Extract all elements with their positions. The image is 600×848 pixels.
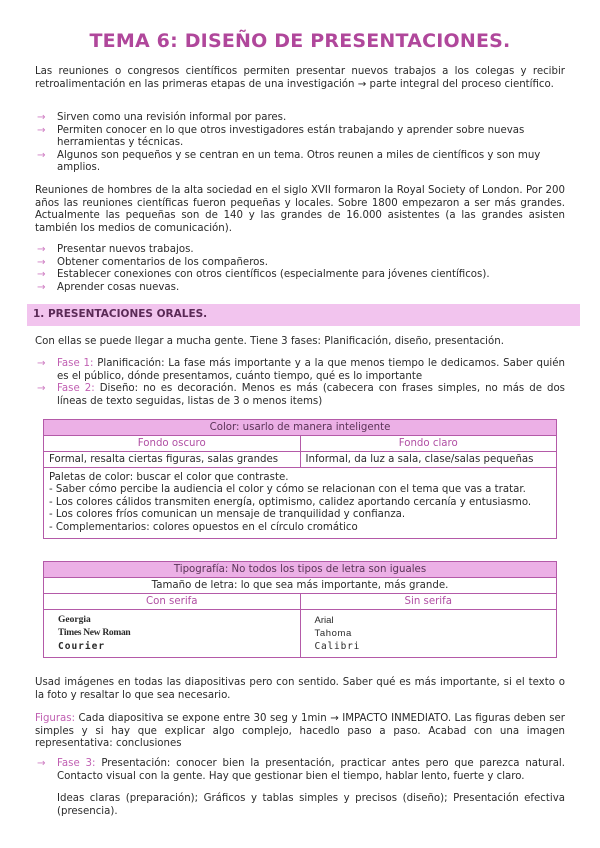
- light-background-header: Fondo claro: [300, 436, 557, 452]
- arrow-icon: →: [37, 758, 46, 769]
- list-item: - Saber cómo percibe la audiencia el color y cómo se relacionan con el tema que vas a tratar.: [49, 484, 526, 496]
- section-heading-bar: [27, 304, 580, 326]
- bullet-list-purposes: [35, 244, 565, 294]
- phase-3-label: Fase 3:: [57, 758, 96, 769]
- images-paragraph: Usad imágenes en todas las diapositivas pero con sentido. Saber qué es más importante, si el texto o la foto y resaltar lo que sea necesario.: [35, 677, 565, 701]
- palette-cell: [44, 468, 557, 539]
- arrow-icon: →: [37, 383, 46, 395]
- section-heading: 1. PRESENTACIONES ORALES.: [33, 308, 208, 320]
- arrow-icon: →: [37, 256, 46, 268]
- phase-3-text: Presentación: conocer bien la presentación, practicar antes pero que parezca natural. Contacto visual con la gente. Hay que gestionar bien el tiempo, hablar lento, fuerte y claro.: [57, 758, 566, 782]
- dark-background-header: Fondo oscuro: [44, 436, 301, 452]
- phase-1-item: [35, 358, 565, 383]
- phase-3-list: [35, 758, 565, 783]
- color-table-header: Color: usarlo de manera inteligente: [44, 420, 557, 436]
- font-size-row: Tamaño de letra: lo que sea más importante, más grande.: [44, 578, 557, 594]
- figures-label: Figuras:: [35, 713, 76, 724]
- sans-serif-header: Sin serifa: [300, 594, 557, 610]
- list-item: → Algunos son pequeños y se centran en un tema. Otros reunen a miles de científicos y son muy amplios.: [37, 149, 541, 174]
- list-item: → Presentar nuevos trabajos.: [37, 244, 194, 255]
- phase-2-text: Diseño: no es decoración. Menos es más (cabecera con frases simples, no más de dos líneas de texto seguidas, listas de 3 o menos items): [57, 383, 565, 407]
- list-item: - Los colores fríos comunican un mensaje de tranquilidad y confianza.: [49, 509, 406, 521]
- font-sample-courier: Courier: [58, 641, 106, 652]
- arrow-icon: →: [37, 281, 46, 293]
- serif-fonts-cell: [44, 610, 301, 658]
- list-item: → Aprender cosas nuevas.: [37, 281, 180, 293]
- intro-paragraph: Las reuniones o congresos científicos permiten presentar nuevos trabajos a los colegas y recibir retroalimentación en las primeras etapas de una investigación → parte integral del proceso científico.: [35, 66, 565, 90]
- typography-table: [43, 561, 557, 658]
- font-sample-calibri: Calibri: [314, 641, 361, 652]
- list-item: → Sirven como una revisión informal por pares.: [37, 112, 287, 123]
- phase-1-text: Planificación: La fase más importante y a la que menos tiempo le dedicamos. Saber quién es el público, dónde presentamos, cuánto tiempo, qué es lo importante: [57, 358, 565, 382]
- list-item: - Los colores cálidos transmiten energía, optimismo, calidez aportando cercanía y entusiasmo.: [49, 496, 532, 508]
- arrow-icon: →: [37, 244, 46, 255]
- font-sample-times: Times New Roman: [58, 628, 131, 638]
- arrow-icon: →: [37, 269, 46, 281]
- figures-paragraph: [35, 713, 565, 751]
- bullet-list-meetings: [35, 112, 565, 175]
- arrow-icon: →: [37, 124, 46, 136]
- arrow-icon: →: [37, 358, 46, 369]
- serif-header: Con serifa: [44, 594, 301, 610]
- palette-title: Paletas de color: buscar el color que contraste.: [49, 472, 289, 483]
- figures-text: Cada diapositiva se expone entre 30 seg y 1min → IMPACTO INMEDIATO. Las figuras deben ser simples y si hay que explicar algo complejo, hacedlo paso a paso. Acabad con una imagen representativa: conclusiones: [35, 713, 565, 750]
- phase-list: [35, 358, 565, 408]
- light-background-cell: Informal, da luz a sala, clase/salas pequeñas: [300, 452, 557, 468]
- font-sample-tahoma: Tahoma: [314, 628, 352, 639]
- list-item: → Obtener comentarios de los compañeros.: [37, 256, 268, 268]
- phase-3-item: [35, 758, 565, 783]
- phase-1-label: Fase 1:: [57, 358, 94, 369]
- list-item: → Establecer conexiones con otros científicos (especialmente para jóvenes científicos).: [37, 269, 490, 281]
- font-sample-georgia: Georgia: [58, 615, 91, 625]
- history-paragraph: Reuniones de hombres de la alta sociedad en el siglo XVII formaron la Royal Society of London. Por 200 años las reuniones científicas fueron pequeñas y locales. Sobre 1800 empezaron a ser más grandes. Actualmente las pequeñas son de 140 y las grandes de 16.000 asistentes (a las grandes asisten también los medios de comunicación).: [35, 185, 565, 234]
- phase-2-label: Fase 2:: [57, 383, 95, 395]
- list-item: → Permiten conocer en lo que otros investigadores están trabajando y aprender sobre nuevas herramientas y técnicas.: [37, 124, 525, 149]
- oral-intro: Con ellas se puede llegar a mucha gente. Tiene 3 fases: Planificación, diseño, presentación.: [35, 336, 504, 347]
- closing-paragraph: Ideas claras (preparación); Gráficos y tablas simples y precisos (diseño); Presentación efectiva (presencia).: [57, 793, 565, 817]
- arrow-icon: →: [37, 112, 46, 123]
- font-sample-arial: Arial: [314, 615, 334, 626]
- phase-2-item: [35, 383, 565, 408]
- dark-background-cell: Formal, resalta ciertas figuras, salas grandes: [44, 452, 301, 468]
- page-title: TEMA 6: DISEÑO DE PRESENTACIONES.: [89, 30, 511, 52]
- list-item: - Complementarios: colores opuestos en el círculo cromático: [49, 521, 358, 533]
- sans-fonts-cell: [300, 610, 557, 658]
- color-table: [43, 419, 557, 539]
- arrow-icon: →: [37, 149, 46, 161]
- typography-table-header: Tipografía: No todos los tipos de letra son iguales: [44, 562, 557, 578]
